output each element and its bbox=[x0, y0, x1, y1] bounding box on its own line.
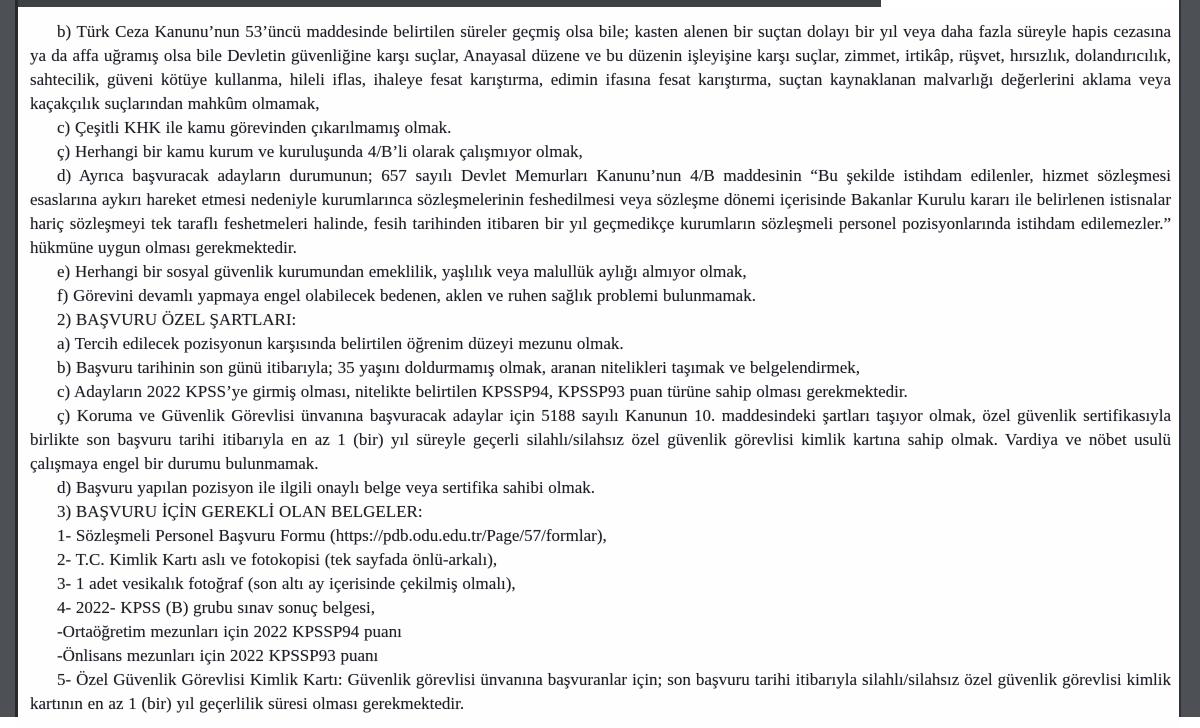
paragraph-item-cc-general: ç) Herhangi bir kamu kurum ve kuruluşunda 4/B’li olarak çalışmıyor olmak, bbox=[57, 142, 583, 161]
document-list-item-4a: -Ortaöğretim mezunları için 2022 KPSSP94 puanı bbox=[57, 622, 402, 641]
paragraph-item-a-special: a) Tercih edilecek pozisyonun karşısında belirtilen öğrenim düzeyi mezunu olmak. bbox=[57, 334, 624, 353]
document-page bbox=[18, 7, 1179, 728]
paragraph-item-d-general: d) Ayrıca başvuracak adayların durumunun; 657 sayılı Devlet Memurları Kanunu’nun 4/B maddesinin “Bu şekilde istihdam edilenler, hizmet sözleşmesi esaslarına aykırı hareket etmesi nedeniyle kurumlarınca sözleşmelerinin feshedilmesi veya sözleşme dönemi içerisinde Bakanlar Kurulu kararı ile belirlenen istisnalar hariç sözleşmeyi tek taraflı feshetmeleri halinde, fesih tarihinden itibaren bir yıl geçmedikçe kurumların sözleşmeli personel pozisyonlarında istihdam edilemezler.” hükmüne uygun olması gerekmektedir. bbox=[30, 166, 1171, 257]
document-list-item-4: 4- 2022- KPSS (B) grubu sınav sonuç belgesi, bbox=[57, 598, 375, 617]
document-list-item-5: 5- Özel Güvenlik Görevlisi Kimlik Kartı: Güvenlik görevlisi ünvanına başvuranlar için; son başvuru tarihi itibarıyla silahlı/silahsız özel güvenlik görevlisi kimlik kartının en az 1 (bir) yıl geçerlilik süresi olması gerekmektedir. bbox=[30, 670, 1171, 713]
document-list-item-2: 2- T.C. Kimlik Kartı aslı ve fotokopisi (tek sayfada önlü-arkalı), bbox=[57, 550, 498, 569]
document-list-item-1: 1- Sözleşmeli Personel Başvuru Formu (https://pdb.odu.edu.tr/Page/57/formlar), bbox=[57, 526, 607, 545]
paragraph-item-c-general: c) Çeşitli KHK ile kamu görevinden çıkarılmamış olmak. bbox=[57, 118, 452, 137]
paragraph-item-c-special: c) Adayların 2022 KPSS’ye girmiş olması, nitelikte belirtilen KPSSP94, KPSSP93 puan türüne sahip olması gerekmektedir. bbox=[57, 382, 908, 401]
document-list-item-4b: -Önlisans mezunları için 2022 KPSSP93 puanı bbox=[57, 646, 379, 665]
document-list-item-3: 3- 1 adet vesikalık fotoğraf (son altı ay içerisinde çekilmiş olmalı), bbox=[57, 574, 516, 593]
frame-top-bar bbox=[0, 0, 881, 7]
paragraph-item-e-general: e) Herhangi bir sosyal güvenlik kurumundan emeklilik, yaşlılık veya malullük aylığı almıyor olmak, bbox=[57, 262, 747, 281]
section-heading-special-terms: 2) BAŞVURU ÖZEL ŞARTLARI: bbox=[57, 310, 297, 329]
paragraph-item-f-general: f) Görevini devamlı yapmaya engel olabilecek bedenen, aklen ve ruhen sağlık problemi bulunmamak. bbox=[57, 286, 756, 305]
paragraph-item-cc-special: ç) Koruma ve Güvenlik Görevlisi ünvanına başvuracak adaylar için 5188 sayılı Kanunun 10. maddesindeki şartları taşıyor olmak, özel güvenlik sertifikasıyla birlikte son başvuru tarihi itibarıyla en az 1 (bir) yıl süreyle geçerli silahlı/silahsız özel güvenlik görevlisi kimlik kartına sahip olmak. Vardiya ve nöbet usulü çalışmaya engel bir durumu bulunmamak. bbox=[30, 406, 1171, 473]
frame-right-bar bbox=[1179, 0, 1200, 717]
section-heading-documents: 3) BAŞVURU İÇİN GEREKLİ OLAN BELGELER: bbox=[57, 502, 423, 521]
frame-left-bar bbox=[0, 0, 18, 717]
paragraph-item-d-special: d) Başvuru yapılan pozisyon ile ilgili onaylı belge veya sertifika sahibi olmak. bbox=[57, 478, 596, 497]
paragraph-item-b-special: b) Başvuru tarihinin son günü itibarıyla; 35 yaşını doldurmamış olmak, aranan nitelikleri taşımak ve belgelendirmek, bbox=[57, 358, 860, 377]
paragraph-item-b-general: b) Türk Ceza Kanunu’nun 53’üncü maddesinde belirtilen süreler geçmiş olsa bile; kasten alenen bir suçtan dolayı bir yıl veya daha fazla süreyle hapis cezasına ya da affa uğramış olsa bile Devletin güvenliğine karşı suçlar, Anayasal düzene ve bu düzenin işleyişine karşı suçlar, zimmet, irtikâp, rüşvet, hırsızlık, dolandırıcılık, sahtecilik, güveni kötüye kullanma, hileli iflas, ihaleye fesat karıştırma, edimin ifasına fesat karıştırma, suçtan kaynaklanan malvarlığı değerlerini aklama veya kaçakçılık suçlarından mahkûm olmamak, bbox=[30, 22, 1171, 113]
